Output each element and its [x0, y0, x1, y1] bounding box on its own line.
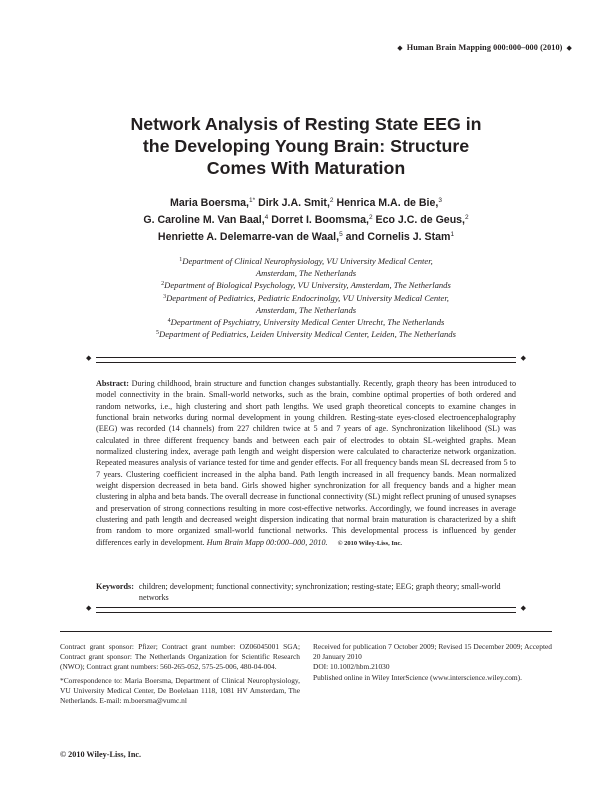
affiliation-text: Amsterdam, The Netherlands [255, 304, 357, 315]
keywords-text: children; development; functional connectivity; synchronization; resting-state; EEG; graph theory; small-world networks [138, 582, 501, 603]
diamond-ornament: ◆ [520, 604, 526, 612]
author-affiliation-mark: 1 [450, 231, 455, 238]
journal-header [397, 43, 572, 52]
paper-title [60, 113, 552, 179]
correspondence-footnote: *Correspondence to: Maria Boersma, Department of Clinical Neurophysiology, VU University Medical Center, De Boelelaan 1118, 1081 HV Amsterdam, The Netherlands. E-mail: m.boersma@vumc.nl [60, 675, 300, 706]
author-name: Maria Boersma, [170, 197, 249, 209]
author-affiliation-mark: 1* [248, 197, 256, 204]
divider-line [96, 357, 516, 358]
affiliation-line [60, 267, 552, 279]
keywords-label: Keywords: [96, 582, 134, 591]
author-affiliation-mark: 2 [329, 197, 334, 204]
affiliation-mark: 3 [163, 293, 167, 300]
author-affiliation-mark: 5 [339, 231, 343, 238]
affiliation-list [60, 255, 552, 340]
footer-copyright: © 2010 Wiley-Liss, Inc. [60, 750, 142, 759]
abstract-copyright: © 2010 Wiley-Liss, Inc. [337, 539, 403, 547]
diamond-ornament: ◆ [86, 604, 92, 612]
diamond-ornament-right: ◆ [566, 44, 572, 52]
title-line: Comes With Maturation [206, 158, 406, 178]
footnote-rule [60, 631, 552, 632]
affiliation-mark: 5 [156, 330, 160, 337]
affiliation-mark: 4 [167, 318, 171, 325]
abstract [96, 378, 516, 549]
divider-line [96, 607, 516, 608]
author-name: Dirk J.A. Smit, [258, 197, 330, 209]
affiliation-line [60, 316, 552, 328]
author-name: Henriette A. Delemarre-van de Waal, [157, 231, 340, 243]
author-affiliation-mark: 4 [264, 214, 269, 221]
affiliation-mark: 2 [161, 281, 165, 288]
abstract-citation: Hum Brain Mapp 00:000–000, 2010. [206, 537, 328, 547]
affiliation-text: Department of Pediatrics, Leiden University Medical Center, Leiden, The Netherlands [159, 329, 456, 340]
affiliation-text: Department of Clinical Neurophysiology, VU University Medical Center, [182, 256, 433, 266]
affiliation-line [60, 304, 552, 316]
abstract-text: During childhood, brain structure and function changes substantially. Recently, graph theory has been introduced to model connectivity in the brain. Small-world networks, such as the brain, combine optimal properties of both ordered and random networks, i.e., high clustering and short path lengths. We used graph theoretical concepts to examine changes in functional brain networks during normal development in young children. Resting-state eyes-closed electroencephalography (EEG) was recorded (14 channels) from 227 children twice at 5 and 7 years of age. Synchronization likelihood (SL) was calculated in three different frequency bands and between each pair of electrodes to obtain SL-weighted graphs. Mean normalized clustering index, average path length and weight dispersion were calculated to characterize network organization. Repeated measures analysis of variance tested for time and gender effects. For all frequency bands mean SL decreased from 5 to 7 years. Clustering coefficient increased in the alpha band. Path length increased in all frequency bands. Mean normalized weight dispersion decreased in beta band. Girls showed higher synchronization for all frequency bands and a higher mean clustering in alpha and beta bands. The overall decrease in functional connectivity (SL) might reflect pruning of unused synapses and preservation of strong connections resulting in more cost-effective networks. Accordingly, we found increases in average clustering and path length and decreased weight dispersion indicating that normal brain maturation is characterized by a shift from random to more organized small-world functional networks. This developmental process is influenced by gender differences early in development. [96, 379, 517, 547]
author-line-1 [60, 195, 552, 212]
doi-footnote: DOI: 10.1002/hbm.21030 [313, 662, 390, 672]
author-line-2 [60, 212, 552, 229]
diamond-ornament: ◆ [86, 354, 92, 362]
affiliation-line [60, 279, 552, 291]
author-affiliation-mark: 2 [368, 214, 373, 221]
author-name: G. Caroline M. Van Baal, [143, 214, 265, 226]
received-footnote: Received for publication 7 October 2009; Revised 15 December 2009; Accepted 20 January 2010 [313, 642, 552, 662]
affiliation-text: Department of Psychiatry, University Medical Center Utrecht, The Netherlands [170, 317, 445, 328]
divider-line [96, 612, 516, 613]
author-affiliation-mark: 2 [465, 214, 469, 221]
affiliation-line [60, 328, 552, 340]
published-footnote: Published online in Wiley InterScience (www.interscience.wiley.com). [313, 672, 522, 682]
author-line-3 [60, 229, 552, 246]
author-name: Eco J.C. de Geus, [375, 214, 466, 226]
diamond-ornament: ◆ [520, 354, 526, 362]
abstract-label: Abstract: [96, 379, 129, 388]
author-list [60, 195, 552, 246]
author-name: Dorret I. Boomsma, [271, 214, 369, 226]
keywords [96, 581, 516, 604]
author-affiliation-mark: 3 [438, 197, 442, 204]
title-line: Network Analysis of Resting State EEG in [130, 114, 482, 134]
affiliation-line [60, 292, 552, 304]
title-line: the Developing Young Brain: Structure [142, 136, 470, 156]
affiliation-text: Department of Pediatrics, Pediatric Endocrinolgy, VU University Medical Center, [166, 292, 449, 303]
diamond-ornament-left: ◆ [397, 44, 403, 52]
footnotes-left [60, 642, 300, 706]
affiliation-text: Department of Biological Psychology, VU University, Amsterdam, The Netherlands [164, 280, 451, 291]
affiliation-text: Amsterdam, The Netherlands [255, 268, 357, 279]
author-name: Henrica M.A. de Bie, [336, 197, 439, 209]
footnotes-right [313, 642, 552, 683]
journal-citation: Human Brain Mapping 000:000–000 (2010) [406, 43, 563, 52]
grant-footnote: Contract grant sponsor: Pfizer; Contract grant number: OZ06045001 SGA; Contract grant sponsor: The Netherlands Organization for Scientific Research (NWO); Contract grant numbers: 560-265-052, 575-25-006, 480-04-004. [60, 642, 300, 672]
affiliation-mark: 1 [179, 257, 183, 263]
divider-line [96, 362, 516, 363]
author-name: and Cornelis J. Stam [345, 231, 451, 243]
affiliation-line [60, 255, 552, 267]
